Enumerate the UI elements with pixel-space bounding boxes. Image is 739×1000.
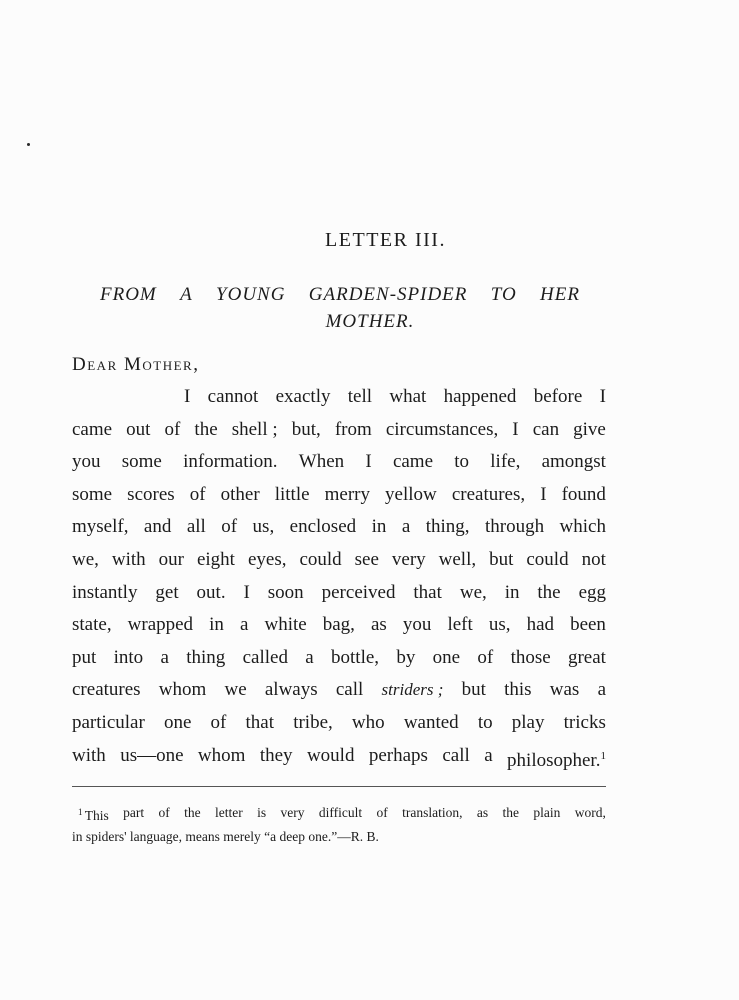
body-word: us—one [120,744,184,766]
body-word: thing [186,646,226,668]
body-word: give [573,418,606,440]
body-word: which [559,516,606,538]
body-line [72,511,606,544]
body-word: came [72,418,113,440]
body-word: circumstances, [385,418,499,440]
body-word: merry [324,483,370,505]
subtitle-word: HER [540,284,580,305]
body-word: thing, [425,516,470,538]
body-word: white [264,614,307,636]
body-word: particular [72,711,145,733]
body-word: found [561,483,606,505]
body-word: with [72,744,106,766]
body-word: life, [490,451,521,473]
body-word: we, [72,548,99,570]
footnote-word: plain [533,805,561,820]
body-word: put [72,646,97,668]
body-word: I [540,483,547,505]
body-word: would [306,744,355,766]
body-word: instantly [72,581,138,603]
body-word: but [489,548,514,570]
body-word: you [402,614,432,636]
body-word: I [365,451,372,473]
subtitle-line-2: MOTHER. [325,311,415,332]
body-word: always [264,679,318,701]
subtitle-word: A [180,284,193,305]
body-word: before [533,386,583,407]
salutation-rest-other: other, [142,354,200,375]
letter-subtitle [100,281,580,335]
body-word: the [194,418,218,440]
body-word: that [413,581,442,603]
body-word: could [526,548,569,570]
body-word: to [454,451,470,473]
salutation-initial-d: D [72,354,88,375]
footnote-word: of [376,805,388,820]
body-word: from [334,418,372,440]
body-word: well, [438,548,477,570]
body-word: When [298,451,345,473]
body-word: a [160,646,169,668]
body-word: been [570,614,606,636]
subtitle-word: YOUNG [216,284,286,305]
subtitle-word: GARDEN-SPIDER [308,284,468,305]
body-word: came [392,451,434,473]
body-word: with [111,548,146,570]
body-word: we [224,679,247,701]
body-word: little [274,483,310,505]
body-word: whom [158,679,207,701]
body-word: other [220,483,260,505]
footnote-line-2 [72,826,606,847]
letter-body [72,381,606,777]
footnote-word: of [158,805,170,820]
body-word: in [209,614,224,636]
footnote-line-2-text: in spiders' language, means merely “a deep one.”—R. B. [72,829,379,844]
body-word: eyes, [247,548,287,570]
body-word: play [511,711,545,733]
body-word: in [371,516,387,538]
body-word: out [126,418,151,440]
body-word: enclosed [289,516,357,538]
body-word: was [549,679,580,701]
body-word: tribe, [293,711,333,733]
footnote-word: part [123,805,145,820]
body-word: called [242,646,288,668]
salutation-rest-ear: ear [87,354,118,375]
body-word: amongst [541,451,606,473]
body-word: the [537,581,561,603]
body-word: a [239,614,249,636]
body-line [72,642,606,675]
body-word: left [447,614,473,636]
body-word: a [484,744,493,766]
body-word: they [259,744,293,766]
body-word: call [335,679,364,701]
body-word: cannot [207,386,259,407]
body-word: all [186,516,206,538]
body-word: that [245,711,275,733]
body-word: eight [196,548,235,570]
body-word: of [189,483,206,505]
body-line [72,674,606,707]
body-word: state, [72,614,112,636]
footnote-word: as [476,805,489,820]
body-word: who [351,711,385,733]
body-word: creatures [72,679,141,701]
body-word: creatures, [451,483,526,505]
body-word: perceived [321,581,396,603]
body-word: by [396,646,416,668]
body-word: exactly [275,386,331,407]
body-word: whom [197,744,246,766]
body-word: out. [196,581,226,603]
footnote-line-1 [72,802,606,826]
body-word: wrapped [127,614,194,636]
subtitle-word: TO [490,284,517,305]
body-word: great [567,646,606,668]
footnote-number: 1 [78,807,85,817]
body-word: yellow [385,483,437,505]
body-word: of [210,711,227,733]
body-word: to [477,711,493,733]
body-word: had [526,614,554,636]
body-word: in [504,581,520,603]
body-line [72,479,606,512]
body-word: tell [347,386,373,407]
body-word: we, [459,581,487,603]
footnote-word: the [502,805,520,820]
body-word: this [504,679,532,701]
body-line [72,740,606,778]
footnote-word: letter [215,805,243,820]
body-word: myself, [72,516,129,538]
body-word: could [299,548,342,570]
body-word: shell ; [231,418,278,440]
body-word: us, [252,516,275,538]
body-word: information. [183,451,278,473]
body-word: get [155,581,179,603]
subtitle-word: FROM [100,284,157,305]
body-word: one [432,646,461,668]
salutation-initial-m: M [123,354,143,375]
body-word: what [389,386,427,407]
letter-heading: LETTER III. [325,229,446,251]
footnote-word: very [280,805,305,820]
body-word: our [158,548,184,570]
body-line [72,381,606,414]
footnote [72,802,606,847]
body-word: I [599,386,606,407]
body-line [72,707,606,740]
body-word: can [532,418,560,440]
body-line [72,577,606,610]
body-word: soon [267,581,304,603]
body-word: I [512,418,519,440]
body-word: of [221,516,238,538]
footnote-divider [72,786,606,787]
footnote-word: the [184,805,201,820]
footnote-word: $^1$ This [78,807,109,823]
body-word: some [121,451,162,473]
subtitle-line-1 [100,281,580,308]
body-word: of [164,418,181,440]
paper-speck [27,143,30,146]
body-word: a [401,516,411,538]
body-word: a [597,679,606,701]
body-word: bag, [322,614,355,636]
body-word: but [461,679,486,701]
body-word: perhaps [368,744,428,766]
body-word: tricks [563,711,606,733]
body-word: some [72,483,113,505]
body-word: bottle, [331,646,380,668]
body-word: scores [127,483,175,505]
body-word: through [484,516,545,538]
body-word: call [442,744,470,766]
body-word: as [371,614,387,636]
body-word: I [243,581,250,603]
body-word: you [72,451,101,473]
body-line [72,446,606,479]
footnote-word: difficult [318,805,363,820]
salutation [72,354,199,376]
body-line [72,414,606,447]
footnote-reference: 1 [600,749,606,762]
body-word: a [305,646,314,668]
footnote-word: translation, [402,805,463,820]
body-word: but, [291,418,321,440]
body-word: see [354,548,379,570]
body-word: those [510,646,551,668]
body-word: one [163,711,192,733]
body-word: not [581,548,606,570]
body-word: and [143,516,172,538]
body-word: of [477,646,494,668]
footnote-word: word, [574,805,606,820]
body-word: into [113,646,144,668]
footnote-word: is [257,805,267,820]
body-word: happened [443,386,517,407]
italic-striders: striders ; [381,680,444,700]
body-line [72,544,606,577]
body-word: I [184,386,191,407]
body-word: very [391,548,426,570]
body-line [72,609,606,642]
body-word: egg [578,581,606,603]
body-word: us, [488,614,511,636]
body-word: wanted [403,711,459,733]
body-word: philosopher.$^1$ [507,749,606,771]
